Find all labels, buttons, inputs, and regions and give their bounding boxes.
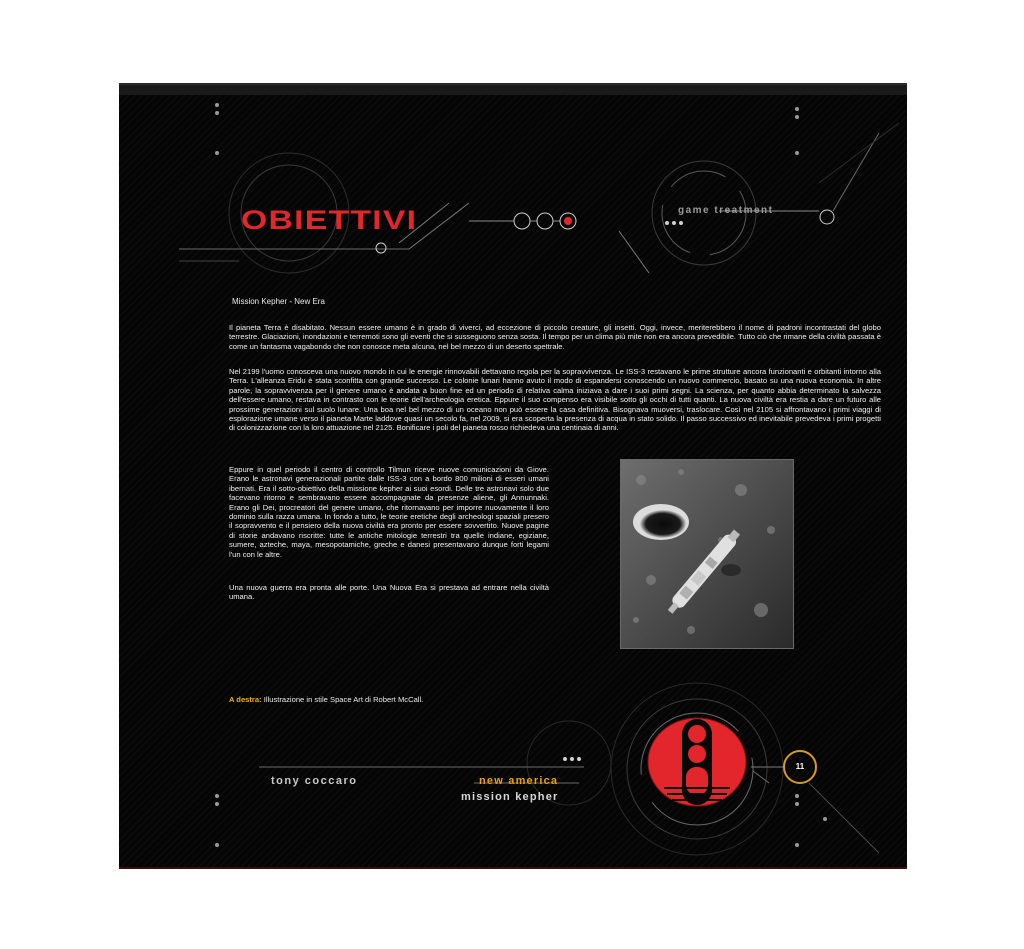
series-title: new america: [479, 775, 559, 787]
article-subtitle: Mission Kepher - New Era: [232, 297, 325, 306]
space-art-illustration: [620, 459, 794, 649]
kepher-emblem-icon: [648, 718, 746, 806]
page-number: 11: [783, 750, 817, 784]
author-name: tony coccaro: [271, 775, 358, 787]
header-node-right: [820, 210, 834, 224]
paragraph-2: Nel 2199 l'uomo conosceva una nuovo mondo in cui le energie rinnovabili dettavano regola per la sopravvivenza. Le ISS-3 restavano le prime strutture ancora funzionanti e orbitanti intorno alla Terra. L'alleanza Eridu è stata sconfitta con grande successo. Le colonie lunari hanno avuto il modo di espandersi conoscendo un nuovo commercio, basato su una nuova economia. In altre parole, la sopravvivenza per il genere umano è andata a buon fine ed un periodo di relativa calma iniziava a dare i suoi primi segni. La scienza, per quanto abbia determinato la salvezza dell'essere umano, restava in contrasto con le teorie dell'archeologia eretica. Eppure il suo compenso era visibile sotto gli occhi di tutti quanti. La nuova civiltà era restia a dare un futuro alle prossime generazioni sul suolo lunare. Una boa nel bel mezzo di un oceano non può essere la casa definitiva. Bisognava muoversi, traslocare. Così nel 2105 si affrontavano i primi viaggi di esplorazione umane verso il pianeta Marte laddove quasi un secolo fa, nel 2009, si era scoperta la presenza di acqua in stato solido. Il passo successivo ed inevitabile prevedeva i primi progetti di colonizzazione con la loro attuazione nel 2125. Bonificare i poli del pianeta rosso richiedeva una centinaia di anni.: [229, 367, 881, 433]
section-tag: game treatment: [678, 205, 774, 216]
caption-label: A destra:: [229, 695, 262, 704]
image-caption: [229, 695, 423, 704]
paragraph-1: Il pianeta Terra è disabitato. Nessun essere umano è in grado di viverci, ad eccezione di piccolo creature, gli insetti. Oggi, invece, meriterebbero il nome di padroni incontrastati del globo terrestre. Glaciazioni, inondazioni e terremoti sono gli eventi che si susseguono senza sosta. Il tempo per un clima più mite non era ancora prevedibile. Tutto ciò che rimane della civiltà passata è come un fantasma vagabondo che non conosce meta alcuna, nel bel mezzo di un deserto spettrale.: [229, 323, 881, 351]
caption-text: Illustrazione in stile Space Art di Robert McCall.: [261, 695, 424, 704]
header-node-1: [514, 213, 530, 229]
paragraph-4: Una nuova guerra era pronta alle porte. Una Nuova Era si prestava ad entrare nella civiltà umana.: [229, 583, 549, 602]
project-title: mission kepher: [461, 791, 559, 803]
magazine-page: [119, 83, 907, 869]
header-node-2: [537, 213, 553, 229]
page-title: OBIETTIVI: [241, 205, 418, 235]
paragraph-3: Eppure in quel periodo il centro di controllo Tilmun riceve nuove comunicazioni da Giove. Erano le astronavi generazionali partite dalle ISS-3 con a bordo 800 milioni di esseri umani ibernati. Era il sotto-obiettivo della missione kepher ai suoi esordi. Delle tre astronavi solo due facevano ritorno e sembravano essere accompagnate da presenze aliene, gli Annunnaki. Erano gli Dei, procreatori del genere umano, che ritornavano per imporre nuovamente il loro dominio sulla razza umana. In fondo a tutto, le teorie eretiche degli archeologi spaziali presero il sopravvento e il pensiero della nuova civiltà era pronto per essere sovvertito. Nuove pagine di storie andavano riscritte: tutte le antiche mitologie terrestri tra quelle indiane, egiziane, sumere, azteche, maya, mesopotamiche, greche e danesi presentavano dunque forti legami l'un con le altre.: [229, 465, 549, 559]
